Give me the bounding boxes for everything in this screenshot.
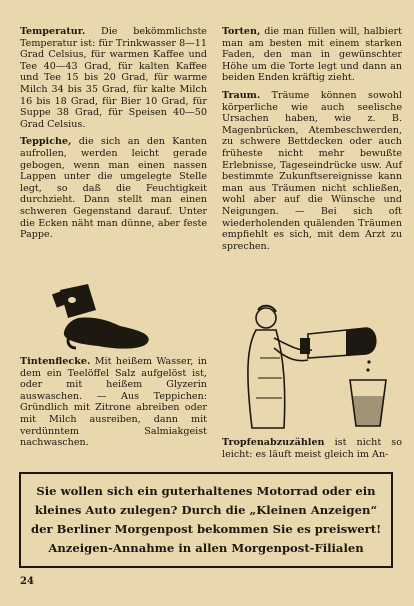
person-pouring-drops-illustration [238,298,390,438]
entry-heading: Tropfenabzuzählen [222,437,325,448]
entry-tintenflecke [20,356,207,449]
entry-text: die sich an den Kanten aufrollen, werden leicht gerade gebogen, wenn man einen nassen Lappen unter die umgelegte Stelle legt, so daß die Feuchtigkeit durchzieht. Dann stellt man einen schweren Gegenstand darauf. Unter die Ecken näht man dünne, aber feste Pappe. [20,136,207,241]
entry-heading: Teppiche, [20,136,72,148]
right-column [222,26,402,258]
page-number: 24 [20,576,34,587]
ad-line-4: Anzeigen-Annahme in allen Morgenpost-Filialen [48,541,364,555]
entry-teppiche [20,136,207,240]
entry-heading: Tintenflecke. [20,356,91,367]
entry-traum [222,90,402,252]
ad-line-1: Sie wollen sich ein guterhaltenes Motorrad oder ein [36,484,376,498]
entry-text: die man füllen will, halbiert man am besten mit einem starken Faden, den man in gewünschter Höhe um die Torte legt und dann an beiden Enden kräftig zieht. [222,26,402,84]
entry-text: Die bekömmlichste Temperatur ist: für Trinkwasser 8—11 Grad Celsius, für warmen Kaffee und Tee 40—43 Grad, für kalten Kaffee und Tee 15 bis 20 Grad, für warme Milch 34 bis 35 Grad, für kalte Milch 16 bis 18 Grad, für Bier 10 Grad, für Suppe 38 Grad, für Speisen 40—50 Grad Celsius. [20,26,207,130]
entry-heading: Torten, [222,26,261,37]
advertisement-box [19,472,393,568]
entry-temperatur [20,26,207,130]
entry-torten [222,26,402,84]
entry-text: Mit heißem Wasser, in dem ein Teelöffel Salz aufgelöst ist, oder mit heißem Glyzerin auswaschen. — Aus Teppichen: Gründlich mit Zitrone abreiben oder mit Milch ausreiben, dann mit verdünntem Salmiakgeist nachwaschen. [20,356,207,449]
ad-line-2: kleines Auto zulegen? Durch die „Kleinen Anzeigen“ [34,503,378,517]
entry-text: ist nicht so leicht: es läuft meist gleich im An- [222,437,402,460]
left-column [20,26,207,247]
entry-heading: Traum. [222,89,261,101]
entry-heading: Temperatur. [20,26,86,37]
ad-line-3: der Berliner Morgenpost bekommen Sie es preiswert! [31,522,382,536]
entry-text: Träume können sowohl körperliche wie auch seelische Ursachen haben, wie z. B. Magenbrücken, Atembeschwerden, zu schwere Bettdecken oder auch früheste nicht mehr bewußte Erlebnisse, Tageseindrücke usw. Auf bestimmte Zukunftsereignisse kann man aus Träumen nicht schließen, wohl aber auf die Wünsche und Neigungen. — Bei sich oft wiederholenden quälenden Träumen empfiehlt es sich, mit dem Arzt zu sprechen. [222,89,402,252]
entry-tropfen [222,437,402,460]
ink-bottle-illustration [48,278,156,358]
